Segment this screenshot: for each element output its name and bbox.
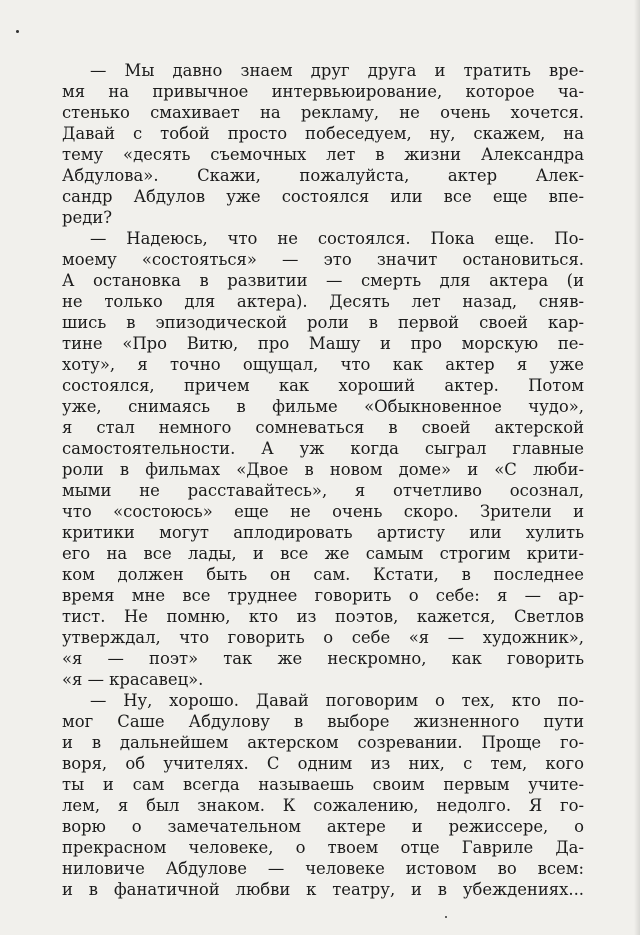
text-line: Абдулова». Скажи, пожалуйста, актер Алек- xyxy=(62,166,584,185)
text-line: критики могут аплодировать артисту или хулить xyxy=(62,523,584,542)
text-line: его на все лады, и все же самым строгим крити- xyxy=(62,544,584,563)
page-text xyxy=(62,60,584,900)
text-line: «я — красавец». xyxy=(62,670,204,689)
text-line: прекрасном человеке, о твоем отце Гавриле Да- xyxy=(62,838,584,857)
text-line: — Ну, хорошо. Давай поговорим о тех, кто по- xyxy=(90,691,584,710)
text-line: ты и сам всегда называешь своим первым учите- xyxy=(62,775,584,794)
text-line: роли в фильмах «Двое в новом доме» и «С люби- xyxy=(62,460,584,479)
text-line: хоту», я точно ощущал, что как актер я уже xyxy=(62,355,584,374)
text-line: что «состоюсь» еще не очень скоро. Зрители и xyxy=(62,502,584,521)
text-line: сандр Абдулов уже состоялся или все еще впе- xyxy=(62,187,584,206)
text-line: состоялся, причем как хороший актер. Потом xyxy=(62,376,584,395)
text-line: тему «десять съемочных лет в жизни Александра xyxy=(62,145,584,164)
text-line: утверждал, что говорить о себе «я — художник», xyxy=(62,628,584,647)
text-line: — Мы давно знаем друг друга и тратить вре- xyxy=(90,61,584,80)
text-line: стенько смахивает на рекламу, не очень хочется. xyxy=(62,103,584,122)
text-line: тине «Про Витю, про Машу и про морскую пе- xyxy=(62,334,584,353)
text-line: моему «состояться» — это значит остановиться. xyxy=(62,250,584,269)
text-line: уже, снимаясь в фильме «Обыкновенное чудо», xyxy=(62,397,584,416)
text-line: и в дальнейшем актерском созревании. Проще го- xyxy=(62,733,584,752)
text-line: мя на привычное интервьюирование, которое ча- xyxy=(62,82,584,101)
text-line: воря, об учителях. С одним из них, с тем, кого xyxy=(62,754,584,773)
text-line: мог Саше Абдулову в выборе жизненного пути xyxy=(62,712,584,731)
text-line: «я — поэт» так же нескромно, как говорить xyxy=(62,649,584,668)
text-line: ниловиче Абдулове — человеке истовом во всем: xyxy=(62,859,584,878)
print-speck xyxy=(16,30,19,33)
text-line: лем, я был знаком. К сожалению, недолго. Я го- xyxy=(62,796,584,815)
text-line: ворю о замечательном актере и режиссере, о xyxy=(62,817,584,836)
text-line: самостоятельности. А уж когда сыграл главные xyxy=(62,439,584,458)
text-line: шись в эпизодической роли в первой своей кар- xyxy=(62,313,584,332)
text-line: — Надеюсь, что не состоялся. Пока еще. По- xyxy=(90,229,584,248)
text-line: не только для актера). Десять лет назад, сняв- xyxy=(62,292,584,311)
text-line: мыми не расставайтесь», я отчетливо осознал, xyxy=(62,481,584,500)
text-line: А остановка в развитии — смерть для актера (и xyxy=(62,271,584,290)
text-line: и в фанатичной любви к театру, и в убеждениях... xyxy=(62,880,584,899)
text-line: ком должен быть он сам. Кстати, в последнее xyxy=(62,565,584,584)
text-line: я стал немного сомневаться в своей актерской xyxy=(62,418,584,437)
text-line: реди? xyxy=(62,208,112,227)
text-line: время мне все труднее говорить о себе: я — ар- xyxy=(62,586,584,605)
text-line: Давай с тобой просто побеседуем, ну, скажем, на xyxy=(62,124,584,143)
print-speck xyxy=(445,916,447,918)
text-line: тист. Не помню, кто из поэтов, кажется, Светлов xyxy=(62,607,584,626)
